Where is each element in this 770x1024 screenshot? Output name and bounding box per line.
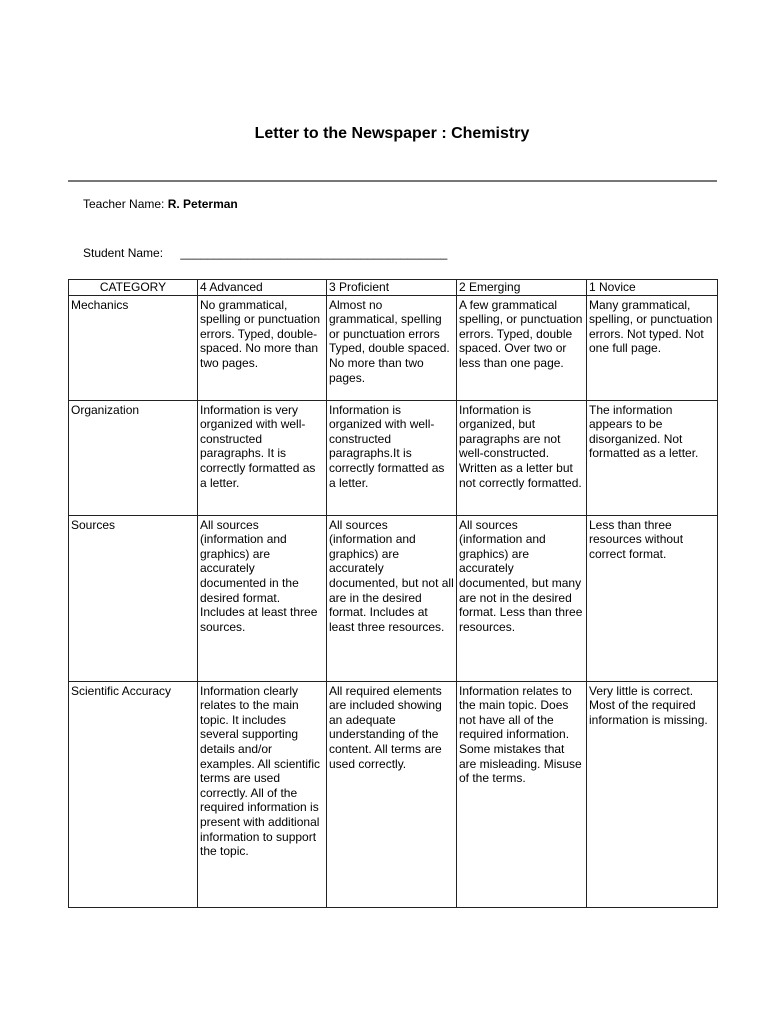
criteria-cell: Information is organized, but paragraphs are not well-constructed. Written as a letter but not correctly formatted.	[457, 400, 587, 515]
criteria-cell: All sources (information and graphics) are accurately documented in the desired format. Includes at least three sources.	[198, 515, 327, 681]
page-title: Letter to the Newspaper : Chemistry	[254, 125, 530, 142]
table-row	[69, 400, 718, 515]
criteria-cell: A few grammatical spelling, or punctuation errors. Typed, double spaced. Over two or less than one page.	[457, 295, 587, 400]
criteria-cell: Information is organized with well-constructed paragraphs.It is correctly formatted as a letter.	[327, 400, 457, 515]
student-label: Student Name:	[83, 246, 164, 260]
teacher-label: Teacher Name:	[83, 197, 165, 211]
header-proficient: 3 Proficient	[327, 280, 457, 296]
category-cell: Sources	[69, 515, 198, 681]
criteria-cell: Information clearly relates to the main topic. It includes several supporting details and/or examples. All scientific terms are used correctly. All of the required information is present with additional information to support the topic.	[198, 681, 327, 907]
header-novice: 1 Novice	[587, 280, 718, 296]
criteria-cell: All sources (information and graphics) are accurately documented, but many are not in the desired format. Less than three resources.	[457, 515, 587, 681]
category-cell: Mechanics	[69, 295, 198, 400]
header-divider	[68, 180, 717, 182]
header-category: CATEGORY	[69, 280, 198, 296]
criteria-cell: No grammatical, spelling or punctuation errors. Typed, double-spaced. No more than two pages.	[198, 295, 327, 400]
student-name-blank[interactable]: ________________________________________	[180, 246, 448, 260]
criteria-cell: All required elements are included showing an adequate understanding of the content. All terms are used correctly.	[327, 681, 457, 907]
criteria-cell: Many grammatical, spelling, or punctuation errors. Not typed. Not one full page.	[587, 295, 718, 400]
header-emerging: 2 Emerging	[457, 280, 587, 296]
criteria-cell: Information is very organized with well-constructed paragraphs. It is correctly formatted as a letter.	[198, 400, 327, 515]
criteria-cell: Very little is correct. Most of the required information is missing.	[587, 681, 718, 907]
criteria-cell: Almost no grammatical, spelling or punctuation errors Typed, double spaced. No more than two pages.	[327, 295, 457, 400]
table-row	[69, 681, 718, 907]
criteria-cell: Less than three resources without correct format.	[587, 515, 718, 681]
teacher-name-line	[83, 197, 238, 211]
teacher-name: R. Peterman	[167, 197, 238, 211]
table-row	[69, 295, 718, 400]
category-cell: Organization	[69, 400, 198, 515]
rubric-header-row	[69, 280, 718, 296]
criteria-cell: Information relates to the main topic. Does not have all of the required information. Some mistakes that are misleading. Misuse of the terms.	[457, 681, 587, 907]
student-name-line	[83, 246, 447, 260]
rubric-table	[68, 279, 718, 908]
table-row	[69, 515, 718, 681]
category-cell: Scientific Accuracy	[69, 681, 198, 907]
header-advanced: 4 Advanced	[198, 280, 327, 296]
criteria-cell: All sources (information and graphics) are accurately documented, but not all are in the desired format. Includes at least three resources.	[327, 515, 457, 681]
criteria-cell: The information appears to be disorganized. Not formatted as a letter.	[587, 400, 718, 515]
